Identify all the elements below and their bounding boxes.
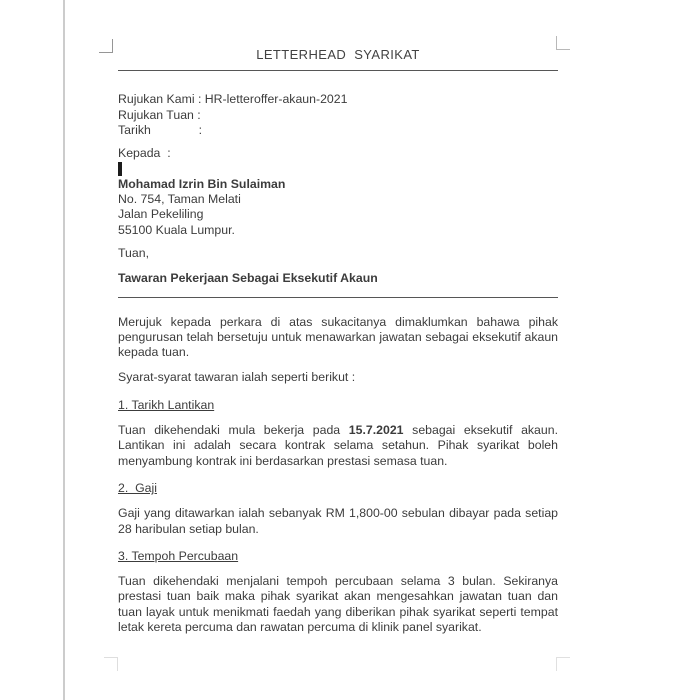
- kepada-label: Kepada :: [118, 146, 171, 161]
- subject-line: Tawaran Pekerjaan Sebagai Eksekutif Akaun: [118, 271, 378, 286]
- recipient-address-line: Jalan Pekeliling: [118, 207, 204, 222]
- section-1-body-bold: 15.7.2021: [348, 423, 404, 438]
- crop-mark-bottom-right-icon: [556, 657, 570, 671]
- crop-mark-top-left-icon: [99, 39, 113, 53]
- salutation: Tuan,: [118, 245, 149, 260]
- section-3-body-text: Tuan dikehendaki menjalani tempoh percubaan selama 3 bulan. Sekiranya prestasi tuan baik maka pihak syarikat akan mengesahkan jawatan tuan dan tuan layak untuk menikmati faedah yang diberikan pihak syarikat seperti tempat letak kereta percuma dan rawatan percuma di klinik panel syarikat.: [118, 574, 558, 635]
- crop-mark-bottom-left-icon: [104, 657, 118, 671]
- section-1-body: [118, 423, 558, 469]
- section-3-heading: 3. Tempoh Percubaan: [118, 548, 239, 563]
- section-1-body-text-after: sebagai eksekutif akaun. Lantikan ini adalah secara kontrak selama setahun. Pihak syarikat boleh menyambung kontrak ini berdasarkan prestasi semasa tuan.: [118, 423, 558, 468]
- recipient-address-line: No. 754, Taman Melati: [118, 192, 241, 207]
- reference-block: [118, 92, 558, 138]
- text-cursor: [118, 162, 122, 176]
- intro-paragraph: Merujuk kepada perkara di atas sukacitanya dimaklumkan bahawa pihak pengurusan telah bersetuju untuk menawarkan jawatan sebagai eksekutif akaun kepada tuan.: [118, 314, 558, 360]
- reference-line-tarikh: Tarikh :: [118, 122, 203, 137]
- recipient-address-line: 55100 Kuala Lumpur.: [118, 222, 235, 237]
- reference-line-kami: Rujukan Kami : HR-letteroffer-akaun-2021: [118, 92, 348, 107]
- crop-mark-top-right-icon: [556, 36, 570, 50]
- section-2-body-text: Gaji yang ditawarkan ialah sebanyak RM 1,800-00 sebulan dibayar pada setiap 28 haribulan setiap bulan.: [118, 506, 558, 536]
- document-page[interactable]: [118, 0, 558, 635]
- recipient-block: [118, 177, 558, 238]
- subject-divider: [118, 297, 558, 298]
- section-1-heading: 1. Tarikh Lantikan: [118, 397, 215, 412]
- header-divider: [118, 70, 558, 71]
- cursor-line[interactable]: [118, 161, 558, 176]
- section-3-body: [118, 574, 558, 635]
- recipient-name: Mohamad Izrin Bin Sulaiman: [118, 176, 286, 191]
- section-2-body: [118, 506, 558, 537]
- section-2-heading: 2. Gaji: [118, 480, 157, 495]
- terms-intro: Syarat-syarat tawaran ialah seperti berikut :: [118, 370, 356, 385]
- page-edge-line: [63, 0, 65, 700]
- section-1-body-text: Tuan dikehendaki mula bekerja pada: [118, 423, 349, 438]
- letterhead-title: LETTERHEAD SYARIKAT: [256, 47, 420, 62]
- reference-line-tuan: Rujukan Tuan :: [118, 107, 201, 122]
